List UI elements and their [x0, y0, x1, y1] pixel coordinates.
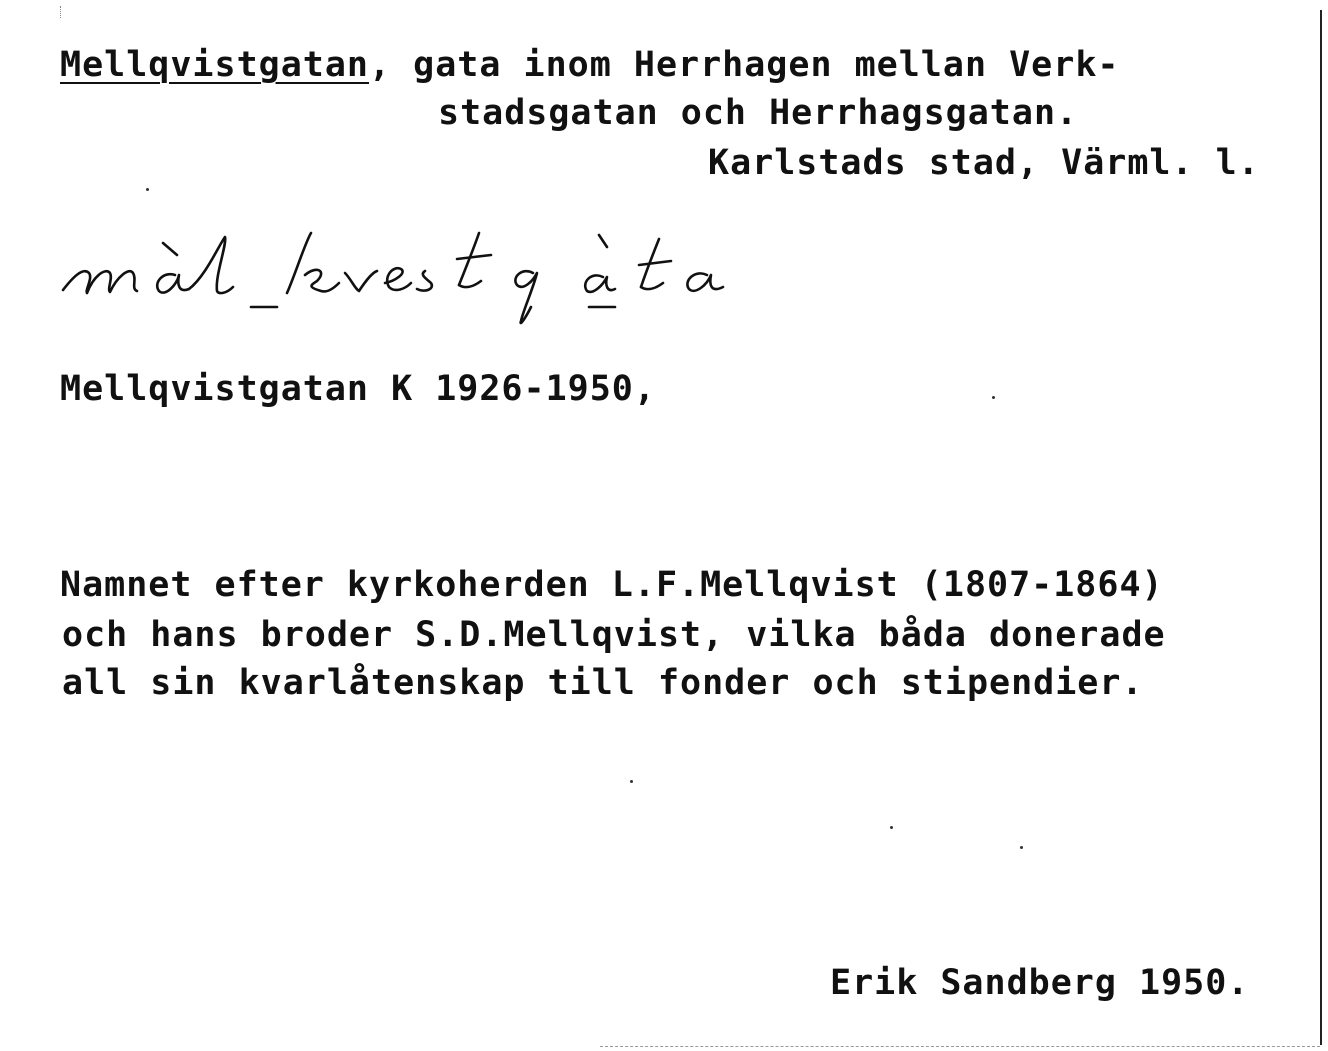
speck: [630, 780, 633, 783]
heading-line-1-rest: , gata inom Herrhagen mellan Verk-: [369, 45, 1120, 85]
signature: Erik Sandberg 1950.: [830, 963, 1250, 1003]
handwriting-icon: [55, 215, 775, 335]
headword: Mellqvistgatan: [60, 45, 370, 85]
speck: [992, 396, 995, 399]
speck: [890, 826, 893, 829]
speck: [1020, 846, 1023, 849]
card-edge-top: [60, 6, 71, 18]
speck: [146, 188, 149, 191]
heading-line-3: Karlstads stad, Värml. l.: [708, 143, 1260, 183]
card-edge-bottom: [600, 1046, 1320, 1047]
card-edge-right: [1320, 10, 1322, 1045]
history-line: Mellqvistgatan K 1926-1950,: [60, 369, 656, 409]
etymology-line-1: Namnet efter kyrkoherden L.F.Mellqvist (1807-1864): [60, 565, 1164, 605]
handwritten-pronunciation: [55, 215, 775, 335]
heading-line-1: [60, 44, 1119, 86]
etymology-line-2: och hans broder S.D.Mellqvist, vilka båda donerade: [62, 615, 1166, 655]
heading-line-2: stadsgatan och Herrhagsgatan.: [438, 93, 1079, 133]
etymology-line-3: all sin kvarlåtenskap till fonder och stipendier.: [62, 663, 1144, 703]
